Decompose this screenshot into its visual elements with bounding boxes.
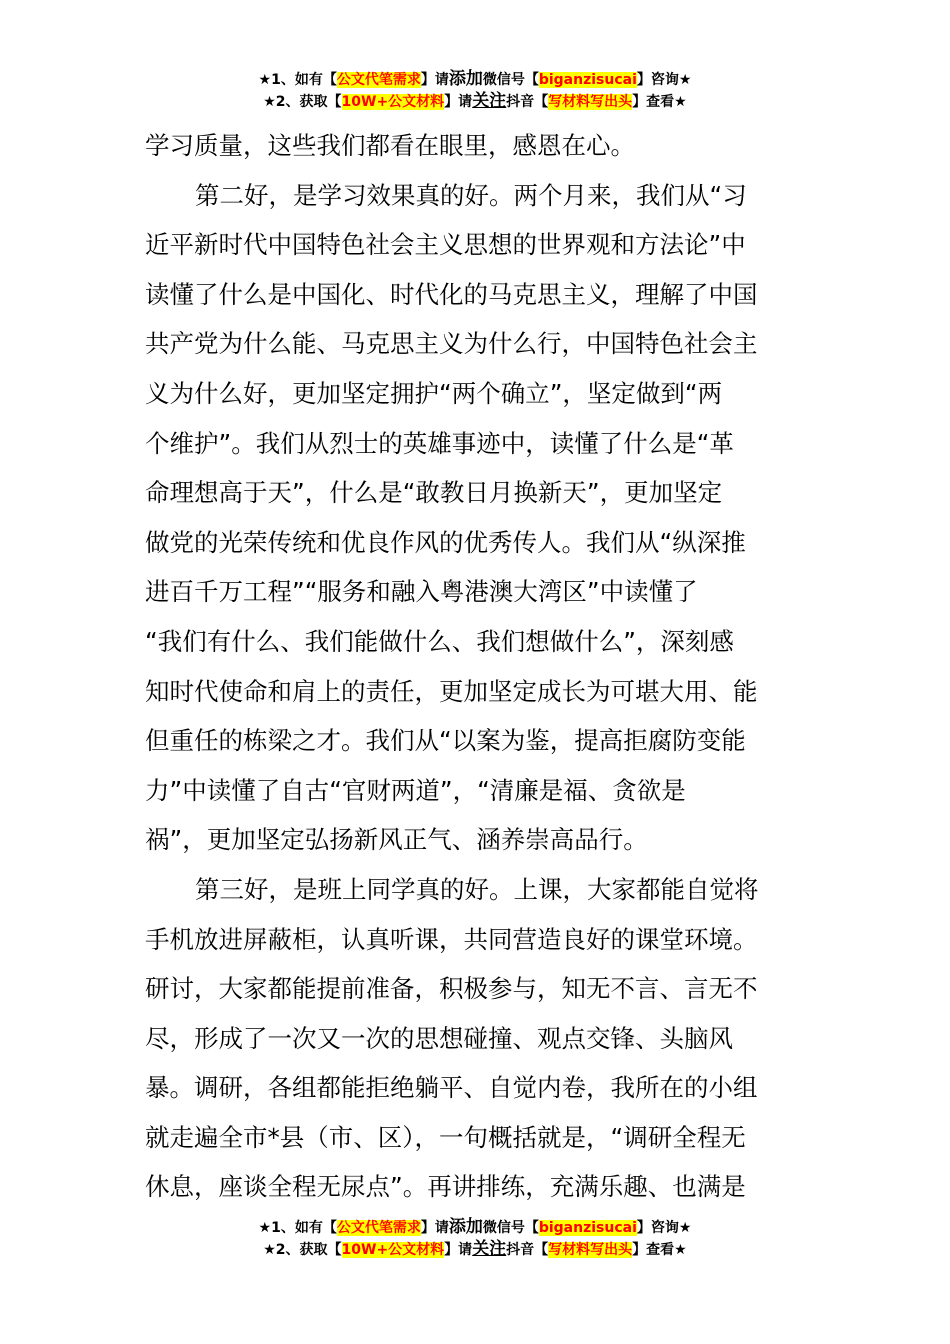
banner-emphasis: 关注	[472, 91, 507, 111]
banner-text: 抖音【	[506, 94, 549, 110]
banner-line-2	[0, 90, 950, 112]
banner-text: 抖音【	[506, 1242, 549, 1258]
body-line: 共产党为什么能、马克思主义为什么行，中国特色社会主	[145, 329, 758, 359]
banner-line-2	[0, 1238, 950, 1260]
banner-highlight: 公文代笔需求	[336, 72, 421, 88]
document-body	[0, 121, 950, 1212]
body-line: 学习质量，这些我们都看在眼里，感恩在心。	[145, 131, 635, 160]
banner-highlight-wechat: biganzisucai	[538, 72, 637, 88]
body-line: 近平新时代中国特色社会主义思想的世界观和方法论”中	[145, 230, 746, 260]
banner-text: 】查看★	[632, 94, 687, 110]
footer-banner	[0, 1216, 950, 1260]
banner-emphasis: 关注	[472, 1239, 507, 1259]
body-line: 尽，形成了一次又一次的思想碰撞、观点交锋、头脑风	[145, 1023, 733, 1053]
body-line: 命理想高于天”，什么是“敢教日月换新天”，更加坚定	[145, 478, 723, 508]
banner-highlight-wechat: biganzisucai	[538, 1220, 637, 1236]
banner-line-1	[0, 68, 950, 90]
banner-text: 】请	[420, 72, 449, 88]
paragraph-start-line: 第三好，是班上同学真的好。上课，大家都能自觉将	[195, 874, 759, 904]
body-line: 知时代使命和肩上的责任，更加坚定成长为可堪大用、能	[145, 676, 758, 706]
banner-text: ★1、如有【	[258, 72, 337, 88]
body-line: 研讨，大家都能提前准备，积极参与，知无不言、言无不	[145, 974, 758, 1004]
body-line: 手机放进屏蔽柜，认真听课，共同营造良好的课堂环境。	[145, 924, 758, 954]
body-line: 进百千万工程”“服务和融入粤港澳大湾区”中读懂了	[145, 577, 698, 607]
body-line: 义为什么好，更加坚定拥护“两个确立”，坚定做到“两	[145, 378, 723, 408]
body-line: 祸”，更加坚定弘扬新风正气、涵养崇高品行。	[145, 825, 648, 855]
banner-text: 】请	[420, 1220, 449, 1236]
body-line: 暴。调研，各组都能拒绝躺平、自觉内卷，我所在的小组	[145, 1073, 758, 1103]
banner-line-1	[0, 1216, 950, 1238]
banner-text: 】咨询★	[636, 1220, 692, 1236]
banner-text: 】咨询★	[636, 72, 692, 88]
paragraph-start-line: 第二好，是学习效果真的好。两个月来，我们从“习	[195, 180, 747, 210]
banner-emphasis: 添加	[448, 69, 483, 89]
banner-highlight: 公文代笔需求	[336, 1220, 421, 1236]
banner-highlight: 10W+公文材料	[341, 94, 445, 110]
banner-emphasis: 添加	[448, 1217, 483, 1237]
header-banner	[0, 68, 950, 112]
body-line: 做党的光荣传统和优良作风的优秀传人。我们从“纵深推	[145, 527, 746, 557]
body-line: 就走遍全市*县（市、区），一句概括就是，“调研全程无	[145, 1122, 746, 1152]
banner-text: ★1、如有【	[258, 1220, 337, 1236]
banner-highlight-douyin: 写材料写出头	[548, 1242, 633, 1258]
body-line: 但重任的栋梁之才。我们从“以案为鉴，提高拒腐防变能	[145, 726, 746, 756]
banner-highlight: 10W+公文材料	[341, 1242, 445, 1258]
banner-text: 微信号【	[482, 72, 539, 88]
body-line: 个维护”。我们从烈士的英雄事迹中，读懂了什么是“革	[145, 428, 734, 458]
banner-text: ★2、获取【	[263, 1242, 342, 1258]
banner-text: 微信号【	[482, 1220, 539, 1236]
banner-text: 】请	[444, 94, 473, 110]
banner-text: ★2、获取【	[263, 94, 342, 110]
banner-text: 】请	[444, 1242, 473, 1258]
banner-highlight-douyin: 写材料写出头	[548, 94, 633, 110]
body-line: 力”中读懂了自古“官财两道”，“清廉是福、贪欲是	[145, 775, 686, 805]
body-line: 休息，座谈全程无尿点”。再讲排练，充满乐趣、也满是	[145, 1172, 746, 1202]
body-line: “我们有什么、我们能做什么、我们想做什么”，深刻感	[145, 626, 734, 656]
banner-text: 】查看★	[632, 1242, 687, 1258]
body-line: 读懂了什么是中国化、时代化的马克思主义，理解了中国	[145, 279, 758, 309]
